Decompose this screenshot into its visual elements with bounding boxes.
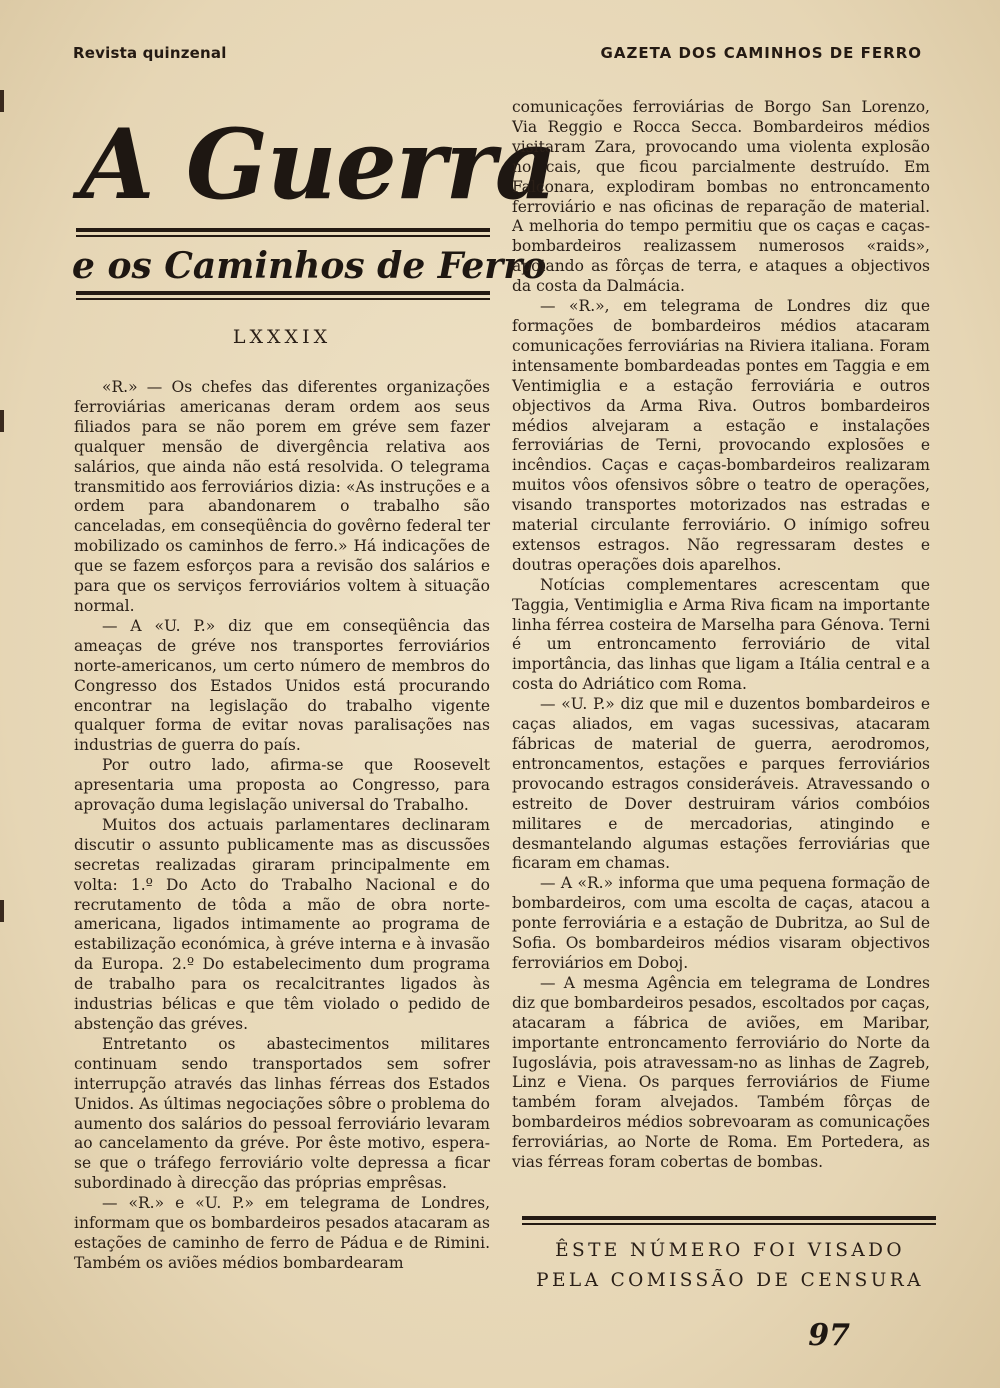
header-publication-title: GAZETA DOS CAMINHOS DE FERRO xyxy=(600,44,922,62)
paragraph: — A mesma Agência em telegrama de Londres diz que bombardeiros pesados, escoltados por caças, atacaram a fábrica de aviões, em Maribar, importante entroncamento ferroviário do Norte da Iugoslávia, pois atravessam-no as linhas de Zagreb, Linz e Viena. Os parques ferroviários de Fiume também foram alvejados. Também fôrças de bombardeiros médios sobrevoaram as comunicações ferroviárias, ao Norte de Roma. Em Portedera, as vias férreas foram cobertas de bombas. xyxy=(512,973,930,1172)
right-column xyxy=(512,98,930,1173)
paragraph: Muitos dos actuais parlamentares declinaram discutir o assunto publicamente mas as discussões secretas realizadas giraram principalmente em volta: 1.º Do Acto do Trabalho Nacional e do recrutamento de tôda a mão de obra norte-americana, ligados intimamente ao programa de estabilização económica, à gréve interna e à invasão da Europa. 2.º Do estabelecimento dum programa de trabalho para os recalcitrantes ligados às industrias bélicas e que têm violado o pedido de abstenção das gréves. xyxy=(74,815,490,1033)
article-title: A Guerra xyxy=(80,108,557,221)
title-rule-top-thin xyxy=(76,235,490,237)
paragraph: — «U. P.» diz que mil e duzentos bombardeiros e caças aliados, em vagas sucessivas, atacaram fábricas de material de guerra, aerodromos, entroncamentos, estações e parques ferroviários provocando estragos consideráveis. Atravessando o estreito de Dover destruiram vários combóios militares e de mercadorias, atingindo e desmantelando algumas estações ferroviárias que ficaram em chamas. xyxy=(512,695,930,873)
paragraph: Entretanto os abastecimentos militares continuam sendo transportados sem sofrer interrupção através das linhas férreas dos Estados Unidos. As últimas negociações sôbre o problema do aumento dos salários do pessoal ferroviário levaram ao cancelamento da gréve. Por êste motivo, espera-se que o tráfego ferroviário volte depressa a ficar subordinado à direcção das próprias emprêsas. xyxy=(74,1034,490,1193)
censorship-line: ÊSTE NÚMERO FOI VISADO xyxy=(555,1240,905,1261)
margin-marks xyxy=(0,0,6,1388)
paragraph: — «R.» e «U. P.» em telegrama de Londres, informam que os bombardeiros pesados atacaram as estações de caminho de ferro de Pádua e de Rimini. Também os aviões médios bombardearam xyxy=(74,1194,490,1272)
censorship-line: PELA COMISSÃO DE CENSURA xyxy=(536,1270,924,1291)
paragraph: «R.» — Os chefes das diferentes organizações ferroviárias americanas deram ordem aos seus filiados para se não porem em gréve sem fazer qualquer mensão de divergência relativa aos salários, que ainda não está resolvida. O telegrama transmitido aos ferroviários dizia: «As instruções e a ordem para abandonarem o trabalho são canceladas, em conseqüência do govêrno federal ter mobilizado os caminhos de ferro.» Há indicações de que se fazem esforços para a revisão dos salários e para que os serviços ferroviários voltem à situação normal. xyxy=(74,378,490,615)
paragraph: — «R.», em telegrama de Londres diz que formações de bombardeiros médios atacaram comunicações ferroviárias na Riviera italiana. Foram intensamente bombardeadas pontes em Taggia e em Ventimiglia e a estação ferroviária e outros objectivos da Arma Riva. Outros bombardeiros médios alvejaram a estação e instalações ferroviárias de Terni, provocando explosões e incêndios. Caças e caças-bombardeiros realizaram muitos vôos ofensivos sôbre o teatro de operações, visando transportes motorizados nas estradas e material circulante ferroviário. O inímigo sofreu extensos estragos. Não regressaram destes e doutras operações dois aparelhos. xyxy=(512,297,930,574)
paragraph: — A «U. P.» diz que em conseqüência das ameaças de gréve nos transportes ferroviários norte-americanos, um certo número de membros do Congresso dos Estados Unidos está procurando encontrar na legislação do trabalho vigente qualquer forma de evitar novas paralisações nas industrias de guerra do país. xyxy=(74,616,490,755)
paragraph: Notícias complementares acrescentam que Taggia, Ventimiglia e Arma Riva ficam na importante linha férrea costeira de Marselha para Génova. Terni é um entroncamento ferroviário de vital importância, das linhas que ligam a Itália central e a costa do Adriático com Roma. xyxy=(512,575,930,694)
censorship-rule-thin xyxy=(522,1223,936,1225)
censorship-notice xyxy=(524,1236,936,1296)
title-rule-top xyxy=(76,228,490,232)
paragraph: comunicações ferroviárias de Borgo San Lorenzo, Via Reggio e Rocca Secca. Bombardeiros médios visitaram Zara, provocando uma violenta explosão no cais, que ficou parcialmente destruído. Em Falconara, explodiram bombas no entroncamento ferroviário e nas oficinas de reparação de material. A melhoria do tempo permitiu que os caças e caças-bombardeiros realizassem numerosos «raids», apoiando as fôrças de terra, e ataques a objectivos da costa da Dalmácia. xyxy=(512,98,930,296)
article-subtitle: e os Caminhos de Ferro xyxy=(72,245,547,287)
page-number: 97 xyxy=(808,1318,850,1353)
title-rule-bottom xyxy=(76,291,490,295)
paragraph: — A «R.» informa que uma pequena formação de bombardeiros, com uma escolta de caças, atacou a ponte ferroviária e a estação de Dubritza, ao Sul de Sofia. Os bombardeiros médios visaram objectivos ferroviários em Doboj. xyxy=(512,874,930,972)
left-column xyxy=(74,378,490,1274)
title-rule-bottom-thin xyxy=(76,298,490,300)
header-publication-frequency: Revista quinzenal xyxy=(73,44,227,62)
section-number: LXXXIX xyxy=(232,326,332,348)
paragraph: Por outro lado, afirma-se que Roosevelt apresentaria uma proposta ao Congresso, para aprovação duma legislação universal do Trabalho. xyxy=(74,756,490,815)
censorship-rule-thick xyxy=(522,1216,936,1220)
